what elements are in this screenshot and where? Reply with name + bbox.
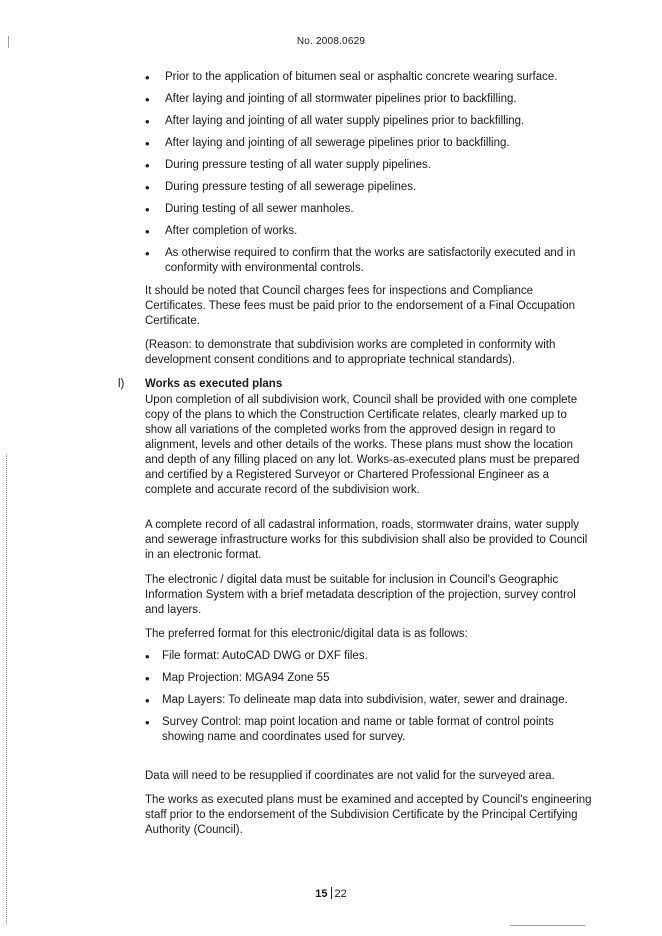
format-bullet-list bbox=[145, 649, 595, 752]
list-item: • After laying and jointing of all stormwater pipelines prior to backfilling. bbox=[145, 92, 595, 107]
section-letter: l) bbox=[118, 378, 125, 390]
page-footer bbox=[0, 887, 662, 900]
section-paragraph: The works as executed plans must be examined and accepted by Council's engineering staff prior to the endorsement of the Subdivision Certificate by the Principal Certifying Authority (Council). bbox=[145, 794, 592, 836]
section-paragraph: Data will need to be resupplied if coordinates are not valid for the surveyed area. bbox=[145, 770, 555, 782]
list-item: • Map Projection: MGA94 Zone 55 bbox=[145, 671, 595, 686]
page-total: 22 bbox=[334, 888, 347, 900]
scan-edge-mark bbox=[6, 455, 8, 925]
list-item: • After completion of works. bbox=[145, 224, 595, 239]
reason-note: (Reason: to demonstrate that subdivision works are completed in conformity with development consent conditions and to appropriate technical standards). bbox=[145, 339, 556, 366]
list-item: • During testing of all sewer manholes. bbox=[145, 202, 595, 217]
list-item: • After laying and jointing of all sewerage pipelines prior to backfilling. bbox=[145, 136, 595, 151]
list-item: • After laying and jointing of all water supply pipelines prior to backfilling. bbox=[145, 114, 595, 129]
list-item: • Map Layers: To delineate map data into subdivision, water, sewer and drainage. bbox=[145, 693, 595, 708]
page-number: 15 bbox=[315, 888, 328, 900]
fees-note: It should be noted that Council charges fees for inspections and Compliance Certificates. These fees must be paid prior to the endorsement of a Final Occupation Certificate. bbox=[145, 285, 575, 327]
section-paragraph: The electronic / digital data must be suitable for inclusion in Council's Geographic Information System with a brief metadata description of the projection, survey control and layers. bbox=[145, 574, 576, 616]
list-item: • As otherwise required to confirm that the works are satisfactorily executed and in conformity with environmental controls. bbox=[145, 246, 595, 276]
scan-mark bbox=[510, 925, 585, 926]
list-item: • During pressure testing of all sewerage pipelines. bbox=[145, 180, 595, 195]
document-number: No. 2008.0629 bbox=[296, 36, 366, 47]
list-item: • During pressure testing of all water supply pipelines. bbox=[145, 158, 595, 173]
section-paragraph: Upon completion of all subdivision work, Council shall be provided with one complete copy of the plans to which the Construction Certificate relates, clearly marked up to show all variations of the completed works from the approved design in regard to alignment, levels and other details of the works. These plans must show the location and depth of any filling placed on any lot. Works-as-executed plans must be prepared and certified by a Registered Surveyor or Chartered Professional Engineer as a complete and accurate record of the subdivision work. bbox=[145, 394, 580, 496]
inspection-bullet-list bbox=[145, 70, 595, 283]
section-paragraph: A complete record of all cadastral information, roads, stormwater drains, water supply and sewerage infrastructure works for this subdivision shall also be provided to Council in an electronic format. bbox=[145, 519, 588, 561]
list-item: • Prior to the application of bitumen seal or asphaltic concrete wearing surface. bbox=[145, 70, 595, 85]
page-separator bbox=[331, 887, 332, 899]
list-item: • Survey Control: map point location and name or table format of control points showing name and coordinates used for survey. bbox=[145, 715, 595, 745]
list-item: • File format: AutoCAD DWG or DXF files. bbox=[145, 649, 595, 664]
section-heading: Works as executed plans bbox=[145, 378, 283, 390]
section-paragraph: The preferred format for this electronic/digital data is as follows: bbox=[145, 628, 468, 640]
